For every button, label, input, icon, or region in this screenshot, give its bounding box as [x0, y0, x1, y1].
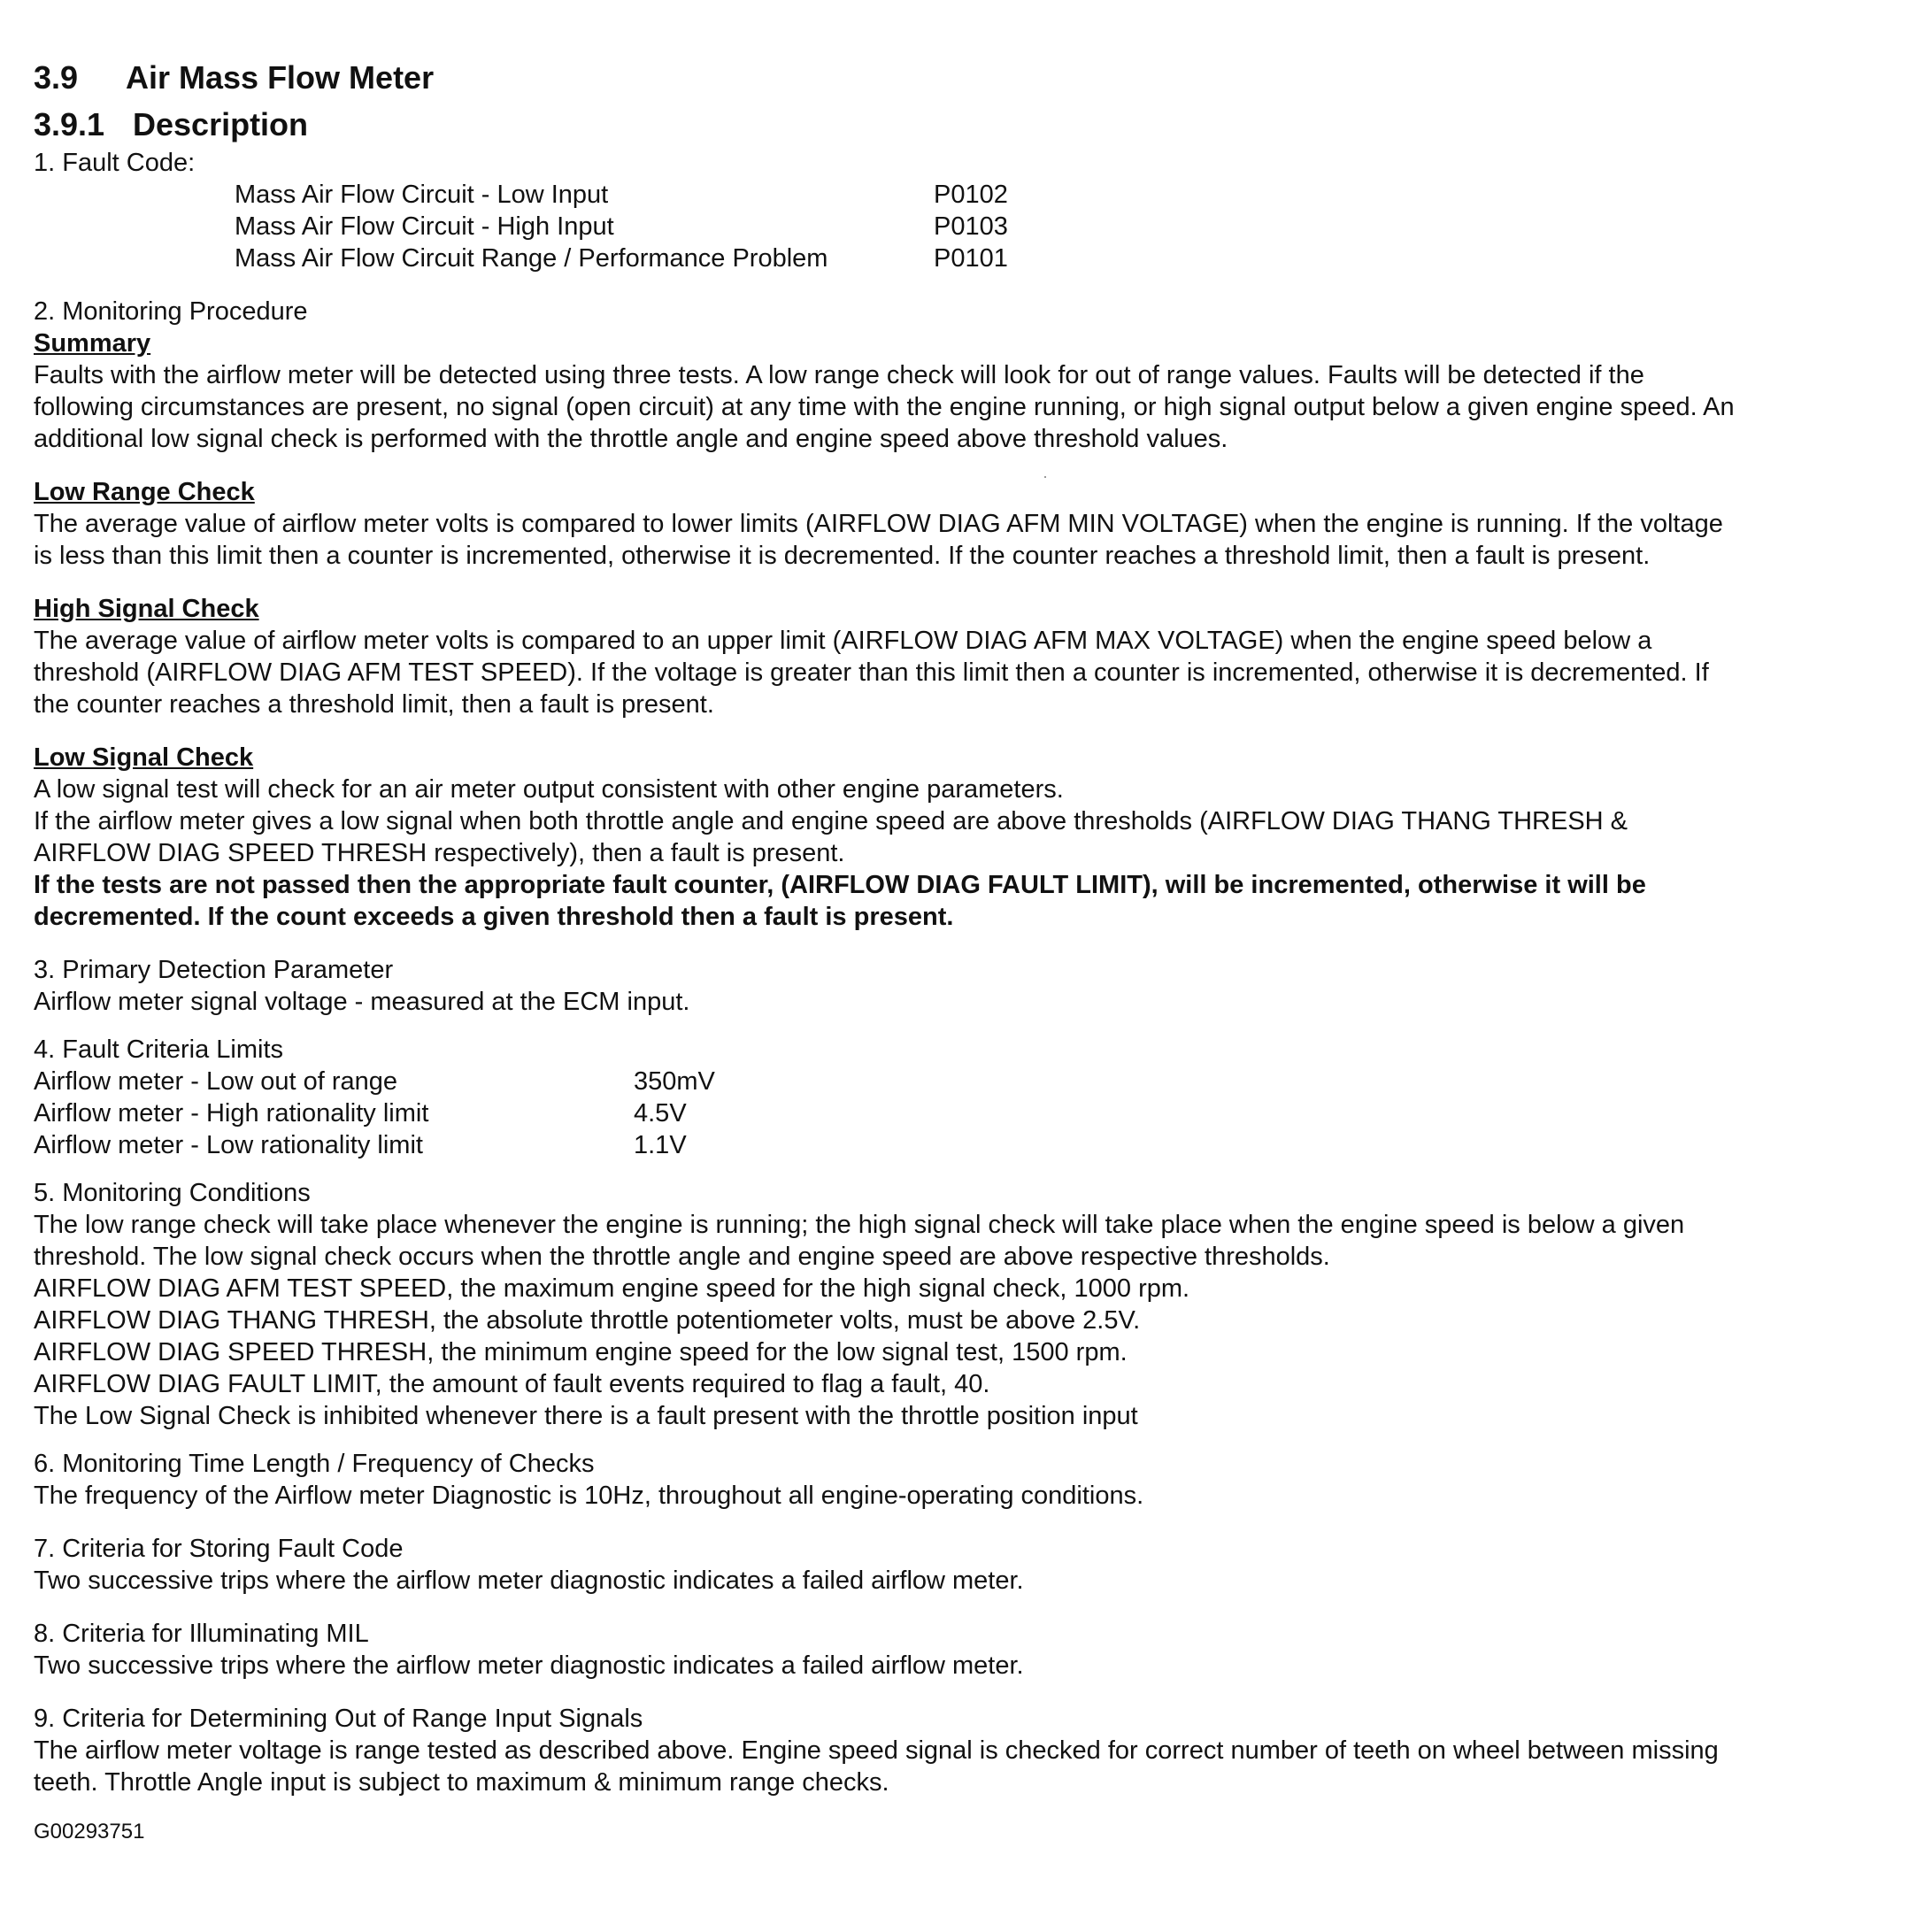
limit-value: 4.5V	[634, 1099, 687, 1128]
low-range-title: Low Range Check	[34, 478, 255, 506]
time-length-text: The frequency of the Airflow meter Diagnostic is 10Hz, throughout all engine-operating conditions.	[34, 1482, 1144, 1510]
subsection-title: Description	[133, 106, 309, 142]
limit-value: 350mV	[634, 1067, 715, 1096]
fault-code-heading: 1. Fault Code:	[34, 149, 196, 177]
limits-table	[34, 1066, 1883, 1161]
out-of-range-heading: 9. Criteria for Determining Out of Range Input Signals	[34, 1705, 643, 1733]
low-signal-line: AIRFLOW DIAG SPEED THRESH respectively), then a fault is present.	[34, 839, 845, 867]
summary-line: following circumstances are present, no signal (open circuit) at any time with the engine running, or high signal output below a given engine speed. An	[34, 393, 1735, 421]
fault-code-row	[34, 242, 1883, 274]
low-range-line: is less than this limit then a counter is incremented, otherwise it is decremented. If the counter reaches a threshold limit, then a fault is present.	[34, 542, 1651, 570]
figure-code: G00293751	[34, 1820, 145, 1843]
time-length-heading: 6. Monitoring Time Length / Frequency of Checks	[34, 1450, 595, 1478]
conditions-line: The Low Signal Check is inhibited whenever there is a fault present with the throttle position input	[34, 1402, 1138, 1430]
subsection-heading	[34, 103, 1883, 147]
high-signal-title: High Signal Check	[34, 595, 259, 623]
low-signal-line: A low signal test will check for an air meter output consistent with other engine parameters.	[34, 775, 1064, 804]
primary-text: Airflow meter signal voltage - measured at the ECM input.	[34, 988, 690, 1016]
limit-name: Airflow meter - Low out of range	[34, 1067, 398, 1096]
storing-text: Two successive trips where the airflow meter diagnostic indicates a failed airflow meter.	[34, 1566, 1024, 1595]
out-of-range-line: The airflow meter voltage is range tested as described above. Engine speed signal is checked for correct number of teeth on wheel between missing	[34, 1736, 1719, 1765]
fault-code-desc: Mass Air Flow Circuit Range / Performance Problem	[235, 244, 828, 273]
conditions-line: AIRFLOW DIAG SPEED THRESH, the minimum engine speed for the low signal test, 1500 rpm.	[34, 1338, 1128, 1366]
summary-line: Faults with the airflow meter will be detected using three tests. A low range check will look for out of range values. Faults will be detected if the	[34, 361, 1644, 389]
document-page	[34, 53, 1883, 1869]
out-of-range-line: teeth. Throttle Angle input is subject to maximum & minimum range checks.	[34, 1768, 889, 1797]
fault-counter-note: decremented. If the count exceeds a given threshold then a fault is present.	[34, 903, 954, 931]
fault-code-row	[34, 179, 1883, 211]
fault-code-desc: Mass Air Flow Circuit - High Input	[235, 212, 614, 241]
section-number: 3.9	[34, 59, 79, 96]
fault-code-value: P0103	[934, 212, 1008, 241]
limit-name: Airflow meter - Low rationality limit	[34, 1131, 423, 1159]
storing-heading: 7. Criteria for Storing Fault Code	[34, 1535, 404, 1563]
high-signal-line: the counter reaches a threshold limit, then a fault is present.	[34, 690, 714, 719]
fault-counter-note: If the tests are not passed then the appropriate fault counter, (AIRFLOW DIAG FAULT LIMIT), will be incremented, otherwise it will be	[34, 871, 1646, 899]
section-title: Air Mass Flow Meter	[126, 59, 435, 96]
limits-heading: 4. Fault Criteria Limits	[34, 1035, 284, 1064]
mil-text: Two successive trips where the airflow meter diagnostic indicates a failed airflow meter.	[34, 1651, 1024, 1680]
summary-title: Summary	[34, 329, 151, 358]
limit-row	[34, 1066, 1883, 1097]
limit-value: 1.1V	[634, 1131, 687, 1159]
fault-code-desc: Mass Air Flow Circuit - Low Input	[235, 181, 609, 209]
low-signal-title: Low Signal Check	[34, 743, 254, 772]
conditions-line: The low range check will take place whenever the engine is running; the high signal check will take place when the engine speed is below a given	[34, 1211, 1685, 1239]
conditions-line: AIRFLOW DIAG THANG THRESH, the absolute throttle potentiometer volts, must be above 2.5V.	[34, 1306, 1141, 1335]
high-signal-line: The average value of airflow meter volts is compared to an upper limit (AIRFLOW DIAG AFM MAX VOLTAGE) when the engine speed below a	[34, 627, 1652, 655]
conditions-line: AIRFLOW DIAG AFM TEST SPEED, the maximum engine speed for the high signal check, 1000 rpm.	[34, 1274, 1190, 1303]
conditions-heading: 5. Monitoring Conditions	[34, 1179, 311, 1207]
fault-code-value: P0101	[934, 244, 1008, 273]
primary-heading: 3. Primary Detection Parameter	[34, 956, 394, 984]
conditions-line: threshold. The low signal check occurs when the throttle angle and engine speed are above respective thresholds.	[34, 1243, 1330, 1271]
subsection-number: 3.9.1	[34, 106, 105, 142]
limit-row	[34, 1129, 1883, 1161]
limit-row	[34, 1097, 1883, 1129]
section-heading	[34, 53, 1883, 103]
fault-code-value: P0102	[934, 181, 1008, 209]
monitoring-heading: 2. Monitoring Procedure	[34, 297, 308, 326]
limit-name: Airflow meter - High rationality limit	[34, 1099, 429, 1128]
summary-line: additional low signal check is performed with the throttle angle and engine speed above threshold values.	[34, 425, 1228, 453]
mil-heading: 8. Criteria for Illuminating MIL	[34, 1620, 369, 1648]
conditions-line: AIRFLOW DIAG FAULT LIMIT, the amount of fault events required to flag a fault, 40.	[34, 1370, 990, 1398]
high-signal-line: threshold (AIRFLOW DIAG AFM TEST SPEED). If the voltage is greater than this limit then a counter is incremented, otherwise it is decremented. If	[34, 658, 1709, 687]
fault-code-row	[34, 211, 1883, 242]
low-signal-line: If the airflow meter gives a low signal when both throttle angle and engine speed are above thresholds (AIRFLOW DIAG THANG THRESH &	[34, 807, 1628, 835]
fault-code-table	[34, 179, 1883, 274]
low-range-line: The average value of airflow meter volts is compared to lower limits (AIRFLOW DIAG AFM MIN VOLTAGE) when the engine is running. If the voltage	[34, 510, 1723, 538]
